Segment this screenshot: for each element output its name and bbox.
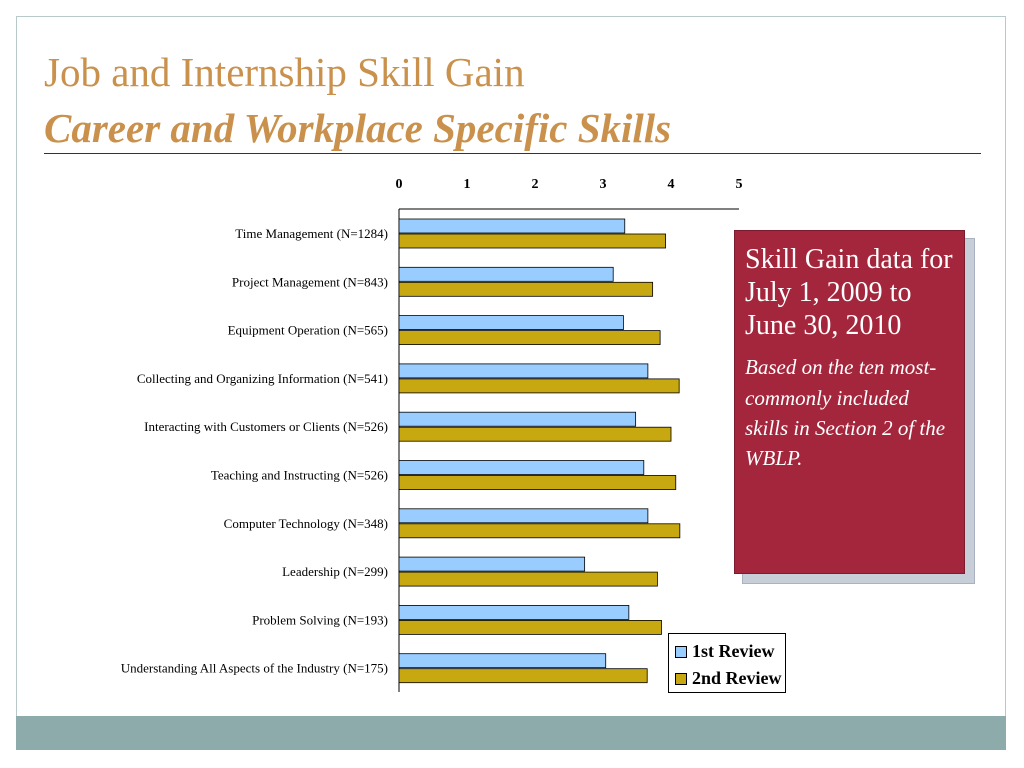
bar-series-2 [399,427,671,441]
bar-series-2 [399,282,653,296]
bar-series-2 [399,331,660,345]
bar-series-1 [399,461,644,475]
category-label: Leadership (N=299) [282,564,388,580]
x-tick-label: 3 [599,177,607,192]
bar-series-1 [399,364,648,378]
chart-legend [668,633,786,693]
bar-series-1 [399,412,636,426]
legend-label-series-2: 2nd Review [692,668,782,688]
legend-item-series-2 [675,665,785,692]
bar-series-2 [399,572,657,586]
legend-swatch-series-2 [675,673,687,685]
bar-series-2 [399,620,661,634]
bar-series-2 [399,476,676,490]
bar-series-1 [399,509,648,523]
category-label: Understanding All Aspects of the Industry (N=175) [120,660,388,676]
category-label: Computer Technology (N=348) [223,515,388,531]
bar-series-2 [399,524,680,538]
bar-series-2 [399,234,666,248]
category-label: Project Management (N=843) [231,274,388,290]
x-tick-label: 0 [395,177,403,192]
bar-series-1 [399,316,623,330]
category-label: Collecting and Organizing Information (N=541) [136,370,388,386]
category-label: Problem Solving (N=193) [252,612,388,628]
bar-series-2 [399,379,679,393]
x-tick-label: 4 [667,177,675,192]
category-label: Interacting with Customers or Clients (N=526) [144,419,388,435]
legend-label-series-1: 1st Review [692,641,775,661]
slide-title: Job and Internship Skill Gain [44,49,525,95]
x-tick-label: 5 [735,177,743,192]
x-tick-label: 1 [463,177,471,192]
x-tick-label: 2 [531,177,539,192]
bar-series-2 [399,669,647,683]
bar-series-1 [399,654,606,668]
bar-series-1 [399,557,585,571]
bar-series-1 [399,267,613,281]
legend-item-series-1 [675,638,785,665]
category-label: Time Management (N=1284) [235,226,388,241]
bar-series-1 [399,605,629,619]
slide-subtitle: Career and Workplace Specific Skills [44,105,672,151]
callout-main-text: Skill Gain data for July 1, 2009 to June 30, 2010 [745,244,953,342]
legend-swatch-series-1 [675,646,687,658]
category-label: Teaching and Instructing (N=526) [210,467,388,483]
callout-box [734,230,965,574]
callout-note-text: Based on the ten most-commonly included skills in Section 2 of the WBLP. [745,355,946,471]
category-label: Equipment Operation (N=565) [227,322,388,338]
bar-series-1 [399,219,625,233]
